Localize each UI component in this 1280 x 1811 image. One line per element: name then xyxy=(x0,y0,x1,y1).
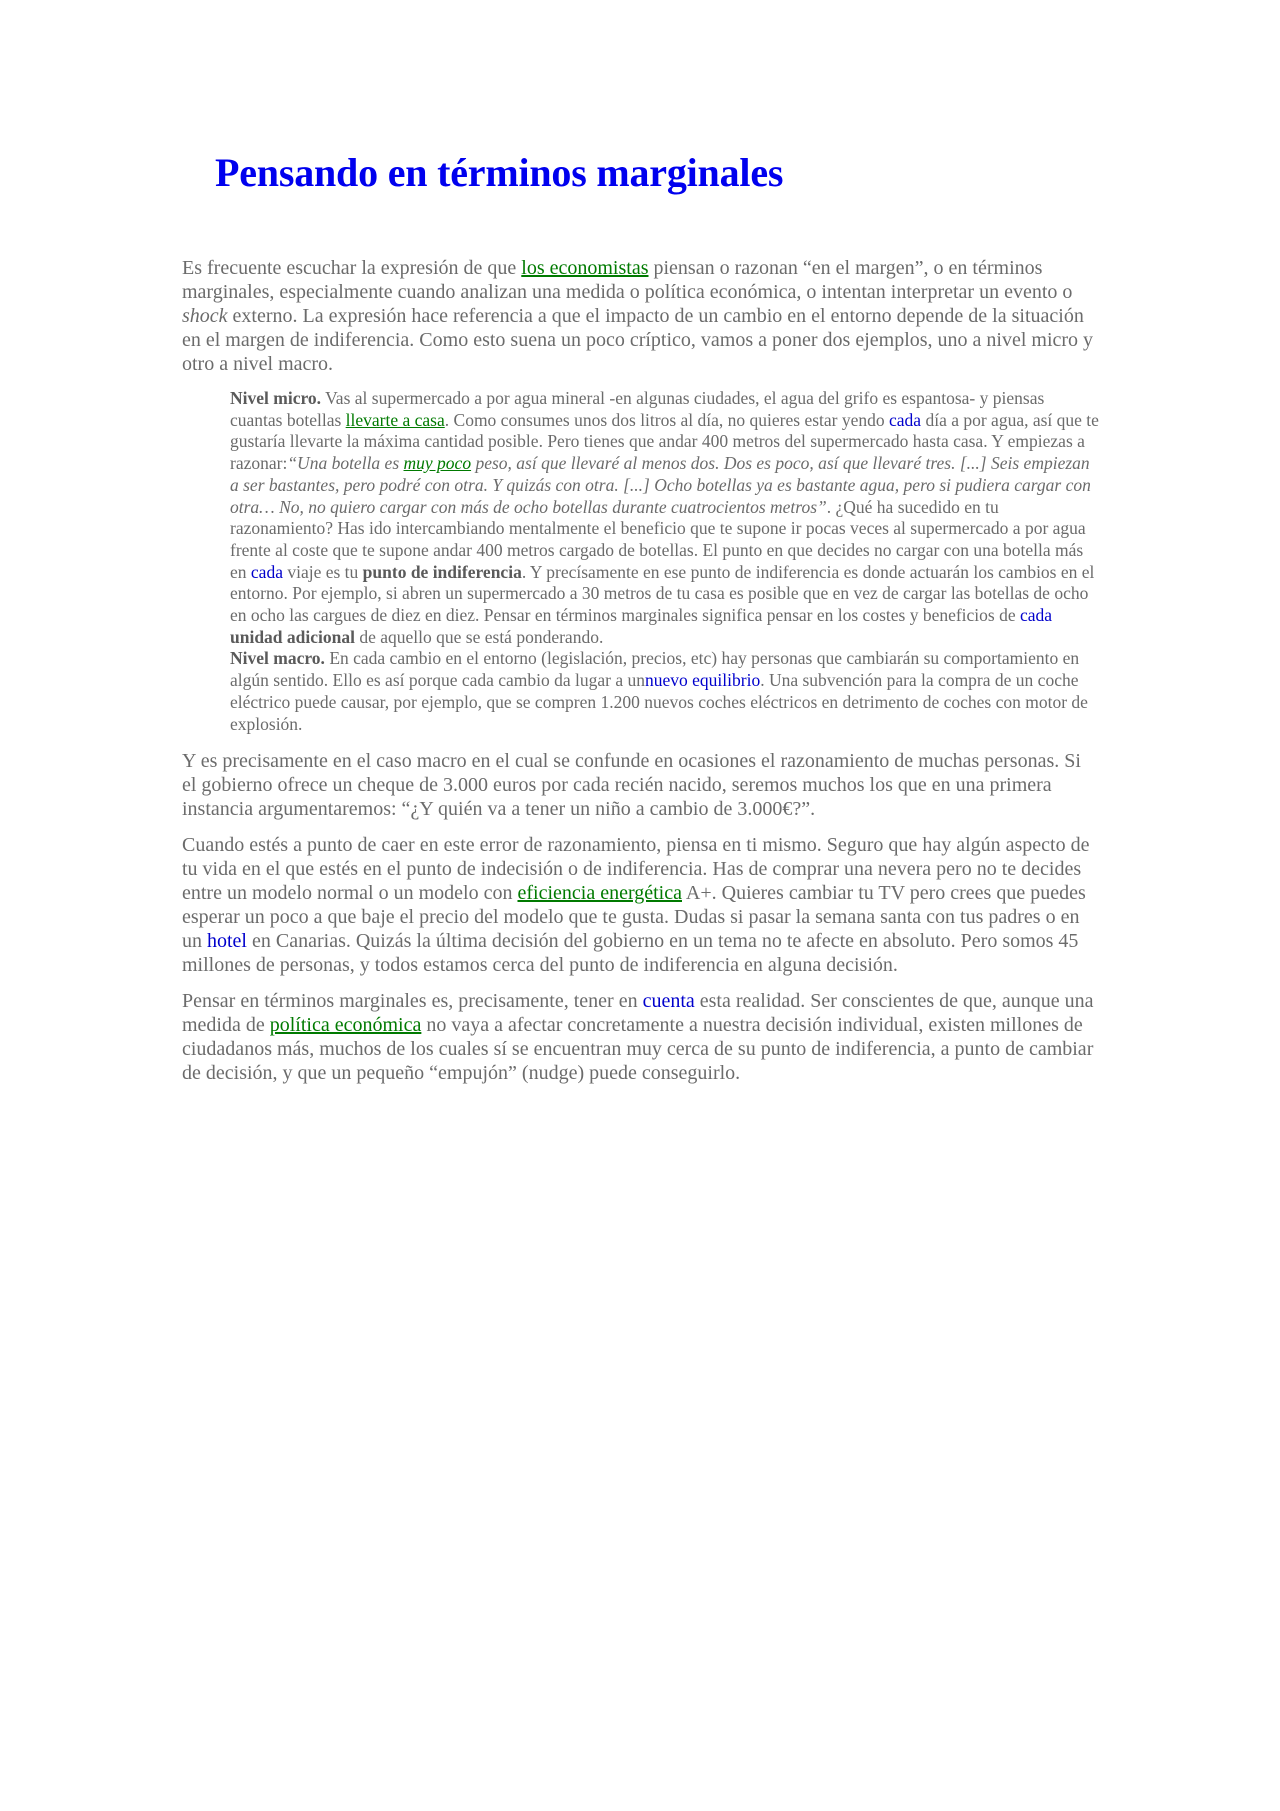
text: piensan o razonan “en el margen”, o en términos marginales, especialmente cuando analizan una medida o política económica, o intentan interpretar un evento o xyxy=(182,257,1073,303)
text: viaje es tu xyxy=(282,561,363,582)
text: en Canarias. Quizás la última decisión del gobierno en un tema no te afecte en absoluto. Pero somos 45 millones de personas, y todos estamos cerca del punto de indiferencia en alguna decisión. xyxy=(182,930,1079,977)
document-page xyxy=(182,150,1100,1097)
link-politica-economica[interactable]: política económica xyxy=(269,1014,422,1037)
link-llevarte-a-casa[interactable]: llevarte a casa xyxy=(345,409,445,430)
link-cuenta[interactable]: cuenta xyxy=(642,990,695,1013)
text: A+. Quieres cambiar tu TV pero crees que puedes esperar un poco a que baje el precio del modelo que te gusta. Dudas si pasar la semana santa con tus padres o en un xyxy=(182,882,1086,953)
link-cada[interactable]: cada xyxy=(250,561,283,582)
label-micro: Nivel micro. xyxy=(230,388,322,408)
examples-blockquote xyxy=(230,388,1100,735)
paragraph-macro xyxy=(230,648,1100,735)
link-hotel[interactable]: hotel xyxy=(207,930,247,953)
text: En cada cambio en el entorno (legislación, precios, etc) hay personas que cambiarán su comportamiento en algún sentido. Ello es así porque cada cambio da lugar a un xyxy=(230,648,1080,691)
page-title: Pensando en términos marginales xyxy=(215,150,784,195)
bold-unidad-adicional: unidad adicional xyxy=(230,626,355,647)
text: . Como consumes unos dos litros al día, no quieres estar yendo xyxy=(444,409,890,430)
link-los-economistas[interactable]: los economistas xyxy=(521,257,649,279)
emphasis-quote: peso, así que llevaré al menos dos. Dos es poco, así que llevaré tres. [...] Seis empiezan a ser bastantes, pero podré con otra. Y quizás con otra. [...] Ocho botellas ya es bastante agua, pero si pudiera cargar con otra… No, no quiero cargar con más de ocho botellas durante cuatrocientos metros” xyxy=(230,453,1091,517)
link-eficiencia-energetica[interactable]: eficiencia energética xyxy=(517,882,682,905)
paragraph-micro xyxy=(230,388,1100,648)
emphasis-quote: “Una botella es xyxy=(287,453,404,474)
link-nuevo-equilibrio[interactable]: nuevo equilibrio xyxy=(645,670,761,691)
text: externo. La expresión hace referencia a que el impacto de un cambio en el entorno depende de la situación en el margen de indiferencia. Como esto suena un poco críptico, vamos a poner dos ejemplos, uno a nivel micro y otro a nivel macro. xyxy=(182,305,1094,375)
text: Es frecuente escuchar la expresión de que xyxy=(182,257,522,279)
text: esta realidad. Ser conscientes de que, aunque una medida de xyxy=(182,990,1094,1037)
paragraph-intro xyxy=(182,256,1100,376)
text: . Una subvención para la compra de un coche eléctrico puede causar, por ejemplo, que se compren 1.200 nuevos coches eléctricos en detrimento de coches con motor de explosión. xyxy=(230,670,1088,734)
paragraph-3 xyxy=(182,833,1100,977)
text: Cuando estés a punto de caer en este error de razonamiento, piensa en ti mismo. Seguro que hay algún aspecto de tu vida en el que estés en el punto de indecisión o de indiferencia. Has de comprar una nevera pero no te decides entre un modelo normal o un modelo con xyxy=(182,834,1090,905)
label-macro: Nivel macro. xyxy=(230,648,325,669)
text: no vaya a afectar concretamente a nuestra decisión individual, existen millones de ciudadanos más, muchos de los cuales sí se encuentran muy cerca de su punto de indiferencia, a punto de cambiar de decisión, y que un pequeño “empujón” (nudge) puede conseguirlo. xyxy=(182,1014,1094,1085)
bold-punto-de-indiferencia: punto de indiferencia xyxy=(362,561,522,582)
link-cada[interactable]: cada xyxy=(1020,605,1053,626)
paragraph-2 xyxy=(182,749,1100,821)
text: . Y precísamente en ese punto de indiferencia es donde actuarán los cambios en el entorno. Por ejemplo, si abren un supermercado a 30 metros de tu casa es posible que en vez de cargar las botellas de ocho en ocho las cargues de diez en diez. Pensar en términos marginales significa pensar en los costes y beneficios de xyxy=(230,561,1095,626)
paragraph-4 xyxy=(182,989,1100,1085)
text: de aquello que se está ponderando. xyxy=(355,626,604,647)
text: Pensar en términos marginales es, precisamente, tener en xyxy=(182,990,643,1013)
text: día a por agua, así que te gustaría llevarte la máxima cantidad posible. Pero tienes que andar 400 metros del supermercado hasta casa. Y empiezas a razonar: xyxy=(230,409,1099,474)
text: Vas al supermercado a por agua mineral -en algunas ciudades, el agua del grifo es espantosa- y piensas cuantas botellas xyxy=(230,388,1045,430)
text: Y es precisamente en el caso macro en el cual se confunde en ocasiones el razonamiento de muchas personas. Si el gobierno ofrece un cheque de 3.000 euros por cada recién nacido, seremos muchos los que en una primera instancia argumentaremos: “¿Y quién va a tener un niño a cambio de 3.000€?”. xyxy=(182,750,1081,821)
link-cada[interactable]: cada xyxy=(889,409,922,430)
emphasis-shock: shock xyxy=(182,305,228,327)
text: . ¿Qué ha sucedido en tu razonamiento? Has ido intercambiando mentalmente el beneficio que te supone ir pocas veces al supermercado a por agua frente al coste que te supone andar 400 metros cargado de botellas. El punto en que decides no cargar con una botella más en xyxy=(230,496,1086,582)
link-muy-poco[interactable]: muy poco xyxy=(403,453,472,474)
